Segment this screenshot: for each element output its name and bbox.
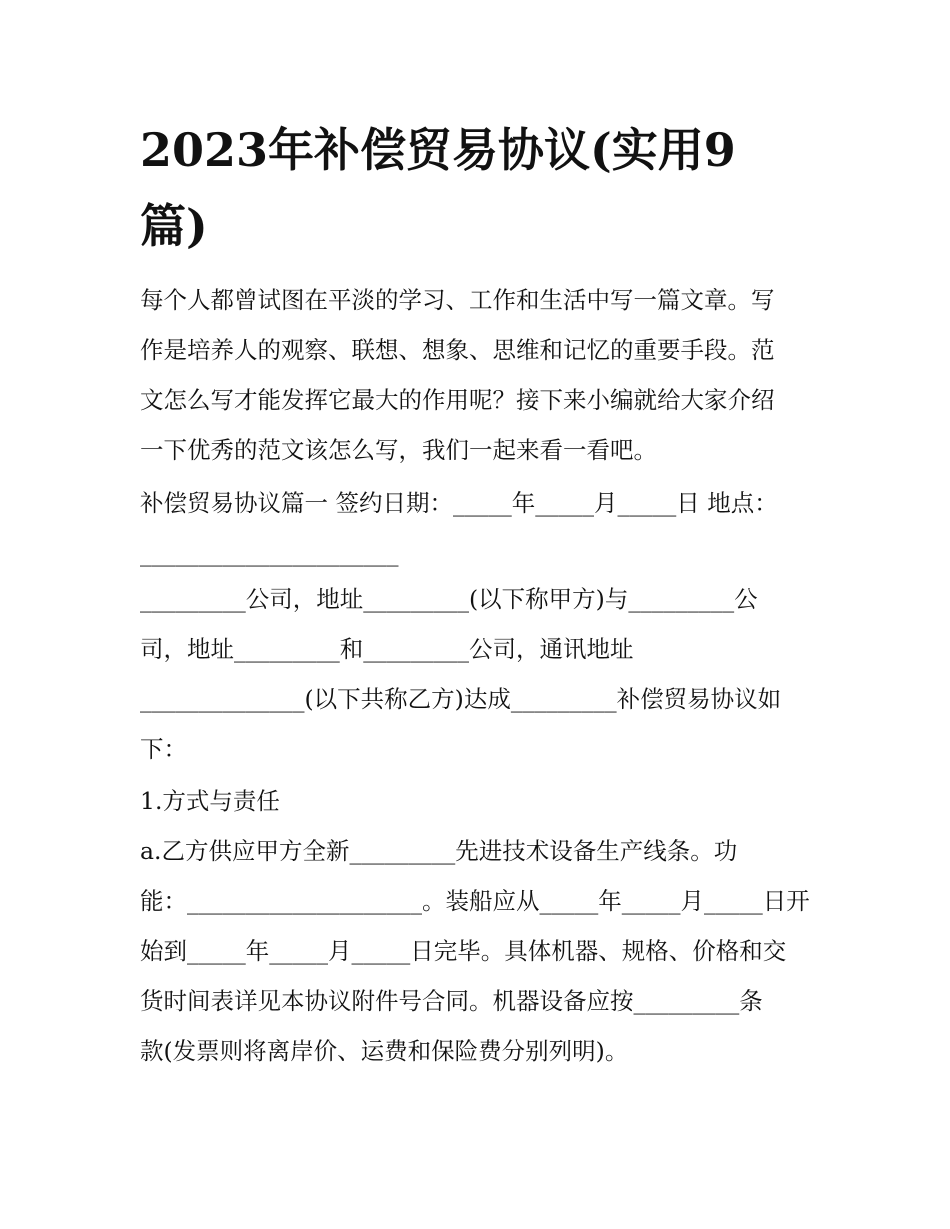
- text-line: 始到_____年_____月_____日完毕。具体机器、规格、价格和交: [140, 937, 787, 965]
- text-line: 下：: [140, 735, 187, 763]
- text-line: 文怎么写才能发挥它最大的作用呢？接下来小编就给大家介绍: [140, 386, 775, 414]
- intro-paragraph: [140, 275, 820, 475]
- text-line: 司，地址_________和_________公司，通讯地址: [140, 635, 634, 663]
- agreement-header: [140, 478, 820, 574]
- text-line: 款(发票则将离岸价、运费和保险费分别列明)。: [140, 1037, 629, 1065]
- section-heading: [140, 776, 820, 826]
- text-line: 1.方式与责任: [140, 787, 280, 815]
- title-line: 篇): [140, 199, 208, 253]
- text-line: a.乙方供应甲方全新_________先进技术设备生产线条。功: [140, 837, 738, 865]
- text-line: ______________(以下共称乙方)达成_________补偿贸易协议如: [140, 685, 782, 713]
- text-line: 作是培养人的观察、联想、想象、思维和记忆的重要手段。范: [140, 336, 775, 364]
- text-line: 每个人都曾试图在平淡的学习、工作和生活中写一篇文章。写: [140, 286, 775, 314]
- text-line: 货时间表详见本协议附件号合同。机器设备应按_________条: [140, 987, 763, 1015]
- document-title: [140, 112, 820, 264]
- parties-paragraph: [140, 574, 820, 774]
- blank-line: ______________________: [140, 539, 399, 567]
- title-line: 2023年补偿贸易协议(实用9: [140, 123, 736, 177]
- text-line: 补偿贸易协议篇一 签约日期：_____年_____月_____日 地点：: [140, 489, 778, 517]
- text-line: 一下优秀的范文该怎么写，我们一起来看一看吧。: [140, 436, 657, 464]
- clause-a: [140, 826, 820, 1076]
- text-line: _________公司，地址_________(以下称甲方)与_________公: [140, 585, 758, 613]
- text-line: 能：____________________。装船应从_____年_____月_____日开: [140, 887, 810, 915]
